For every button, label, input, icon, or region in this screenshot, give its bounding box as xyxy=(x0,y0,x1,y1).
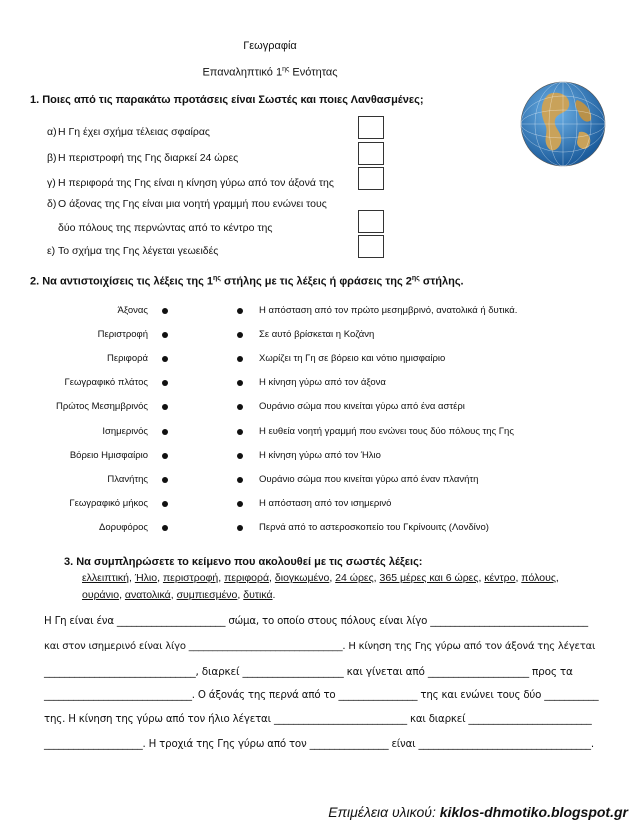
bullet-dot-icon[interactable] xyxy=(237,501,243,507)
word-bank-item: περιστροφή xyxy=(162,572,219,584)
fill-in-text-line[interactable]: και στον ισημερινό είναι λίγο ________________________________. Η κίνηση της Γης γύρω από τον άξονά της λέγεται xyxy=(44,641,596,652)
word-bank-item: περιφορά xyxy=(224,572,270,584)
match-right-item: Η κίνηση γύρω από τον Ήλιο xyxy=(259,450,381,461)
word-bank-item: κέντρο xyxy=(484,572,516,584)
bullet-dot-icon[interactable] xyxy=(162,501,168,507)
bullet-dot-icon[interactable] xyxy=(162,308,168,314)
subtitle-prefix: Επαναληπτικό 1 xyxy=(202,66,283,79)
match-left-item: Πρώτος Μεσημβρινός xyxy=(55,401,148,412)
q2-heading xyxy=(30,275,464,288)
fill-in-text-line[interactable]: ____________________. Η τροχιά της Γης γύρω από τον ________________ είναι ___________________________________. xyxy=(44,738,594,750)
word-bank-item: Ήλιο xyxy=(134,572,158,584)
q1-item-text: Ο άξονας της Γης είναι μια νοητή γραμμή που ενώνει τους xyxy=(58,198,327,210)
footer-label: Επιμέλεια υλικού: xyxy=(328,804,440,820)
match-right-item: Ουράνιο σώμα που κινείται γύρω από έναν πλανήτη xyxy=(259,474,479,485)
word-bank-line: ουράνιο, ανατολικά, συμπιεσμένο, δυτικά. xyxy=(82,589,276,601)
page-title: Γεωγραφία xyxy=(243,40,297,52)
bullet-dot-icon[interactable] xyxy=(237,380,243,386)
q1-item-text: Η περιστροφή της Γης διαρκεί 24 ώρες xyxy=(58,152,239,164)
match-right-item: Χωρίζει τη Γη σε βόρειο και νότιο ημισφαίριο xyxy=(259,353,446,364)
q1-heading: 1. Ποιες από τις παρακάτω προτάσεις είναι Σωστές και ποιες Λανθασμένες; xyxy=(30,94,424,106)
match-right-item: Σε αυτό βρίσκεται η Κοζάνη xyxy=(259,329,375,340)
word-bank-item: πόλους xyxy=(521,572,556,584)
true-false-checkbox[interactable] xyxy=(358,235,384,258)
fill-in-text-line[interactable]: ______________________________, διαρκεί ____________________ και γίνεται από ____________________ προς τα xyxy=(44,666,573,678)
match-left-item: Γεωγραφικό μήκος xyxy=(69,498,148,509)
match-right-item: Η ευθεία νοητή γραμμή που ενώνει τους δύο πόλους της Γης xyxy=(259,426,514,437)
q2-heading-sup: ης xyxy=(213,275,221,282)
match-right-item: Η απόσταση από τον πρώτο μεσημβρινό, ανατολικά ή δυτικά. xyxy=(259,305,518,316)
bullet-dot-icon[interactable] xyxy=(237,332,243,338)
word-bank-item: ουράνιο xyxy=(82,589,120,601)
footer-credit xyxy=(328,804,628,820)
earth-globe-icon xyxy=(519,80,607,168)
q1-item-text-continued: δύο πόλους της περνώντας από το κέντρο της xyxy=(58,222,273,234)
word-bank-item: 365 μέρες και 6 ώρες xyxy=(379,572,479,584)
word-bank-line: ελλειπτική, Ήλιο, περιστροφή, περιφορά, διογκωμένο, 24 ώρες, 365 μέρες και 6 ώρες, κέντρο, πόλους, xyxy=(82,572,559,584)
true-false-checkbox[interactable] xyxy=(358,167,384,190)
fill-in-text-line[interactable]: ______________________________. Ο άξονάς της περνά από το ________________ της και ενώνει τους δύο ___________ xyxy=(44,689,599,701)
q1-item-letter: δ) xyxy=(47,198,57,210)
match-left-item: Γεωγραφικό πλάτος xyxy=(64,377,148,388)
q3-heading: 3. Να συμπληρώσετε το κείμενο που ακολουθεί με τις σωστές λέξεις: xyxy=(64,556,423,568)
q1-item-letter: α) xyxy=(47,126,57,138)
q1-item-letter: ε) xyxy=(47,245,56,257)
q2-heading-part: 2. Να αντιστοιχίσεις τις λέξεις της 1 xyxy=(30,275,214,288)
bullet-dot-icon[interactable] xyxy=(162,332,168,338)
bullet-dot-icon[interactable] xyxy=(237,429,243,435)
bullet-dot-icon[interactable] xyxy=(237,525,243,531)
q1-item-letter: β) xyxy=(47,152,57,164)
subtitle-sup: ης xyxy=(282,66,290,73)
bullet-dot-icon[interactable] xyxy=(162,404,168,410)
word-bank-item: δυτικά xyxy=(243,589,273,601)
q1-item-text: Η Γη έχει σχήμα τέλειας σφαίρας xyxy=(58,126,210,138)
word-bank-item: 24 ώρες xyxy=(335,572,374,584)
match-left-item: Περιστροφή xyxy=(97,329,148,340)
footer-site-link[interactable]: kiklos-dhmotiko.blogspot.gr xyxy=(439,804,628,820)
match-left-item: Δορυφόρος xyxy=(99,522,148,533)
match-right-item: Ουράνιο σώμα που κινείται γύρω από ένα αστέρι xyxy=(259,401,465,412)
word-bank xyxy=(82,570,582,604)
q1-item-letter: γ) xyxy=(47,177,56,189)
word-bank-item: ανατολικά xyxy=(124,589,171,601)
q1-item-text: Η περιφορά της Γης είναι η κίνηση γύρω από τον άξονά της xyxy=(58,177,334,189)
bullet-dot-icon[interactable] xyxy=(237,308,243,314)
page-subtitle xyxy=(0,66,540,79)
true-false-checkbox[interactable] xyxy=(358,142,384,165)
true-false-checkbox[interactable] xyxy=(358,210,384,233)
match-right-item: Περνά από το αστεροσκοπείο του Γκρίνουιτς (Λονδίνο) xyxy=(259,522,489,533)
bullet-dot-icon[interactable] xyxy=(237,404,243,410)
match-left-item: Βόρειο Ημισφαίριο xyxy=(69,450,148,461)
match-left-item: Άξονας xyxy=(117,305,148,316)
match-right-item: Η απόσταση από τον ισημερινό xyxy=(259,498,392,509)
q2-heading-part: στήλης με τις λέξεις ή φράσεις της 2 xyxy=(220,275,412,288)
bullet-dot-icon[interactable] xyxy=(237,477,243,483)
match-left-item: Ισημερινός xyxy=(102,426,148,437)
q2-heading-part: στήλης. xyxy=(419,275,464,288)
bullet-dot-icon[interactable] xyxy=(162,525,168,531)
word-bank-item: διογκωμένο xyxy=(274,572,330,584)
fill-in-text-line[interactable]: της. Η κίνηση της γύρω από τον ήλιο λέγεται ___________________________ και διαρκεί _________________________ xyxy=(44,713,592,725)
q2-heading-sup: ης xyxy=(411,275,420,282)
match-left-item: Πλανήτης xyxy=(107,474,148,485)
bullet-dot-icon[interactable] xyxy=(162,477,168,483)
bullet-dot-icon[interactable] xyxy=(162,453,168,459)
bullet-dot-icon[interactable] xyxy=(162,380,168,386)
match-left-item: Περιφορά xyxy=(107,353,148,364)
match-right-item: Η κίνηση γύρω από τον άξονα xyxy=(259,377,386,388)
bullet-dot-icon[interactable] xyxy=(162,429,168,435)
subtitle-suffix: Ενότητας xyxy=(289,66,338,79)
q1-item-text: Το σχήμα της Γης λέγεται γεωειδές xyxy=(58,245,219,257)
bullet-dot-icon[interactable] xyxy=(162,356,168,362)
true-false-checkbox[interactable] xyxy=(358,116,384,139)
bullet-dot-icon[interactable] xyxy=(237,356,243,362)
word-bank-item: ελλειπτική xyxy=(82,572,130,584)
fill-in-text-line[interactable]: Η Γη είναι ένα ______________________ σώμα, το οποίο στους πόλους είναι λίγο ________________________________ xyxy=(44,615,588,627)
bullet-dot-icon[interactable] xyxy=(237,453,243,459)
word-bank-item: συμπιεσμένο xyxy=(176,589,238,601)
